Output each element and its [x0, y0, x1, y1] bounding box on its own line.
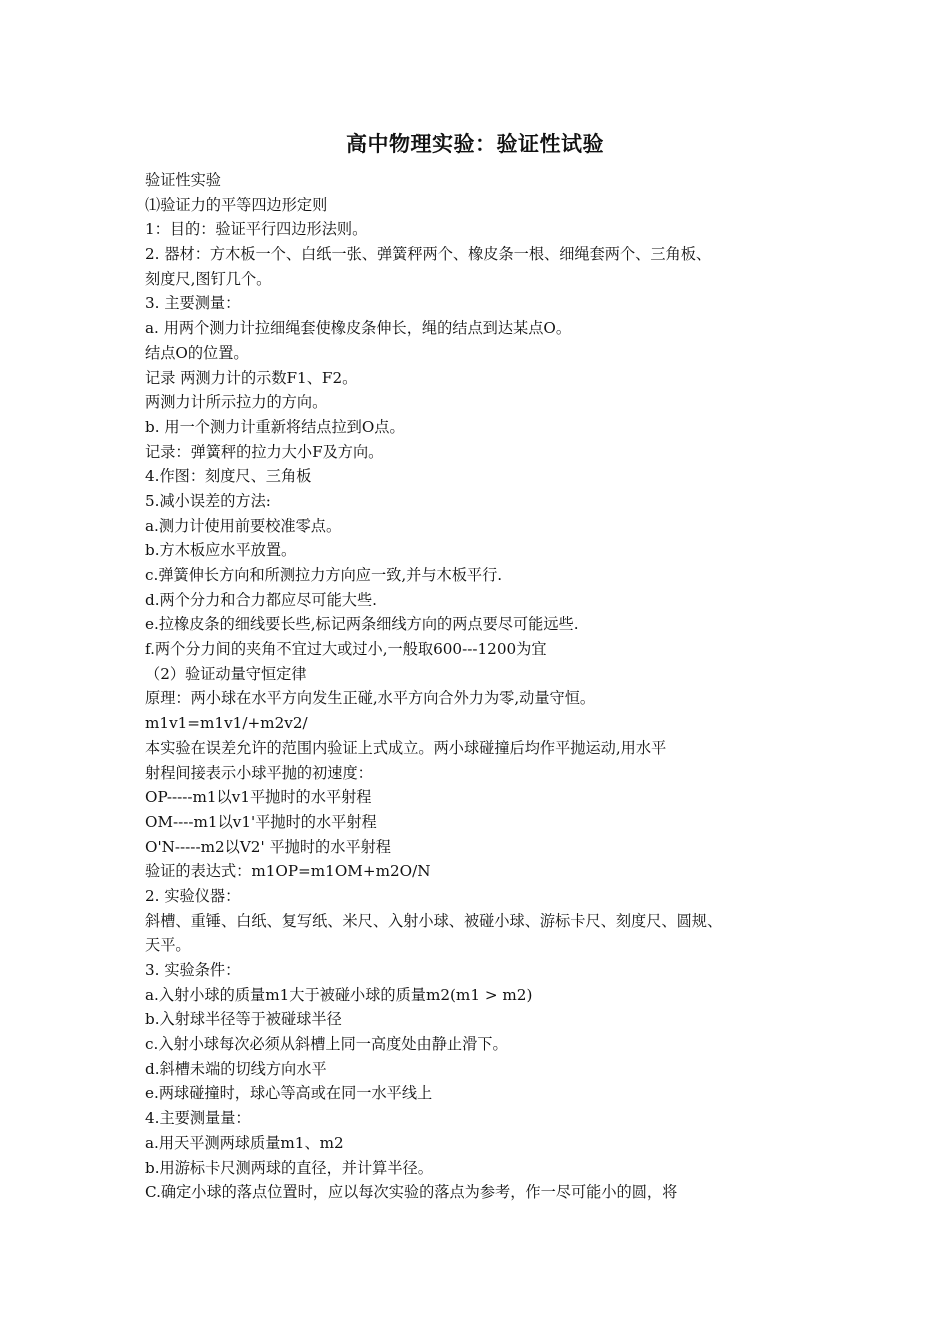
text-line: 4.主要测量量： — [145, 1109, 251, 1128]
text-line: 1：目的：验证平行四边形法则。 — [145, 220, 368, 239]
text-line: c.弹簧伸长方向和所测拉力方向应一致,并与木板平行. — [145, 566, 503, 584]
text-line: 5.减小误差的方法: — [145, 491, 271, 510]
text-line: 2. 器材：方木板一个、白纸一张、弹簧秤两个、橡皮条一根、细绳套两个、三角板、 — [145, 245, 712, 264]
text-line: 记录：弹簧秤的拉力大小F及方向。 — [145, 442, 384, 461]
text-line: OP-----m1以v1平抛时的水平射程 — [145, 788, 372, 807]
text-line: b.方木板应水平放置。 — [145, 541, 297, 560]
text-line: d.斜槽未端的切线方向水平 — [145, 1059, 327, 1078]
text-line: O'N-----m2以V2' 平抛时的水平射程 — [145, 837, 391, 856]
text-line: 天平。 — [145, 936, 191, 955]
text-line: b. 用一个测力计重新将结点拉到O点。 — [145, 417, 405, 436]
document-title: 高中物理实验：验证性试验 — [346, 132, 604, 156]
text-line: a. 用两个测力计拉细绳套使橡皮条伸长，绳的结点到达某点O。 — [145, 319, 572, 338]
text-line: ⑴验证力的平等四边形定则 — [145, 195, 328, 214]
text-line: e.拉橡皮条的细线要长些,标记两条细线方向的两点要尽可能远些. — [145, 615, 579, 634]
text-line: （2）验证动量守恒定律 — [145, 664, 307, 683]
document-body — [145, 168, 815, 1205]
text-line: b.用游标卡尺测两球的直径，并计算半径。 — [145, 1158, 433, 1177]
text-line: 验证的表达式：m1OP=m1OM+m2O/N — [145, 862, 431, 881]
text-line: c.入射小球每次必须从斜槽上同一高度处由静止滑下。 — [145, 1035, 508, 1054]
text-line: 两测力计所示拉力的方向。 — [145, 393, 328, 412]
text-line: 验证性实验 — [145, 171, 221, 189]
text-line: 2. 实验仪器： — [145, 886, 241, 905]
text-line: 射程间接表示小球平抛的初速度： — [145, 763, 373, 782]
text-line: b.入射球半径等于被碰球半径 — [145, 1010, 342, 1029]
text-line: OM----m1以v1'平抛时的水平射程 — [145, 812, 377, 831]
text-line: a.用天平测两球质量m1、m2 — [145, 1133, 344, 1152]
text-line: d.两个分力和合力都应尽可能大些. — [145, 590, 378, 609]
text-line: 记录 两测力计的示数F1、F2。 — [145, 368, 358, 387]
text-line: 刻度尺,图钉几个。 — [145, 269, 272, 288]
text-line: 4.作图：刻度尺、三角板 — [145, 467, 312, 486]
text-line: a.测力计使用前要校准零点。 — [145, 516, 342, 535]
text-line: m1v1=m1v1/+m2v2/ — [145, 714, 308, 733]
text-line: f.两个分力间的夹角不宜过大或过小,一般取600---1200为宜 — [145, 640, 547, 659]
text-line: 斜槽、重锤、白纸、复写纸、米尺、入射小球、被碰小球、游标卡尺、刻度尺、圆规、 — [145, 911, 723, 930]
text-line: 原理：两小球在水平方向发生正碰,水平方向合外力为零,动量守恒。 — [145, 689, 596, 708]
text-line: 结点O的位置。 — [145, 343, 249, 362]
text-line: a.入射小球的质量m1大于被碰小球的质量m2(m1 > m2) — [145, 985, 533, 1004]
text-line: 本实验在误差允许的范围内验证上式成立。两小球碰撞后均作平抛运动,用水平 — [145, 738, 667, 757]
text-line: e.两球碰撞时，球心等高或在同一水平线上 — [145, 1084, 433, 1103]
text-line: 3. 实验条件： — [145, 961, 241, 979]
text-line: 3. 主要测量： — [145, 294, 241, 313]
text-line: C.确定小球的落点位置时，应以每次实验的落点为参考，作一尽可能小的圆，将 — [145, 1183, 678, 1202]
